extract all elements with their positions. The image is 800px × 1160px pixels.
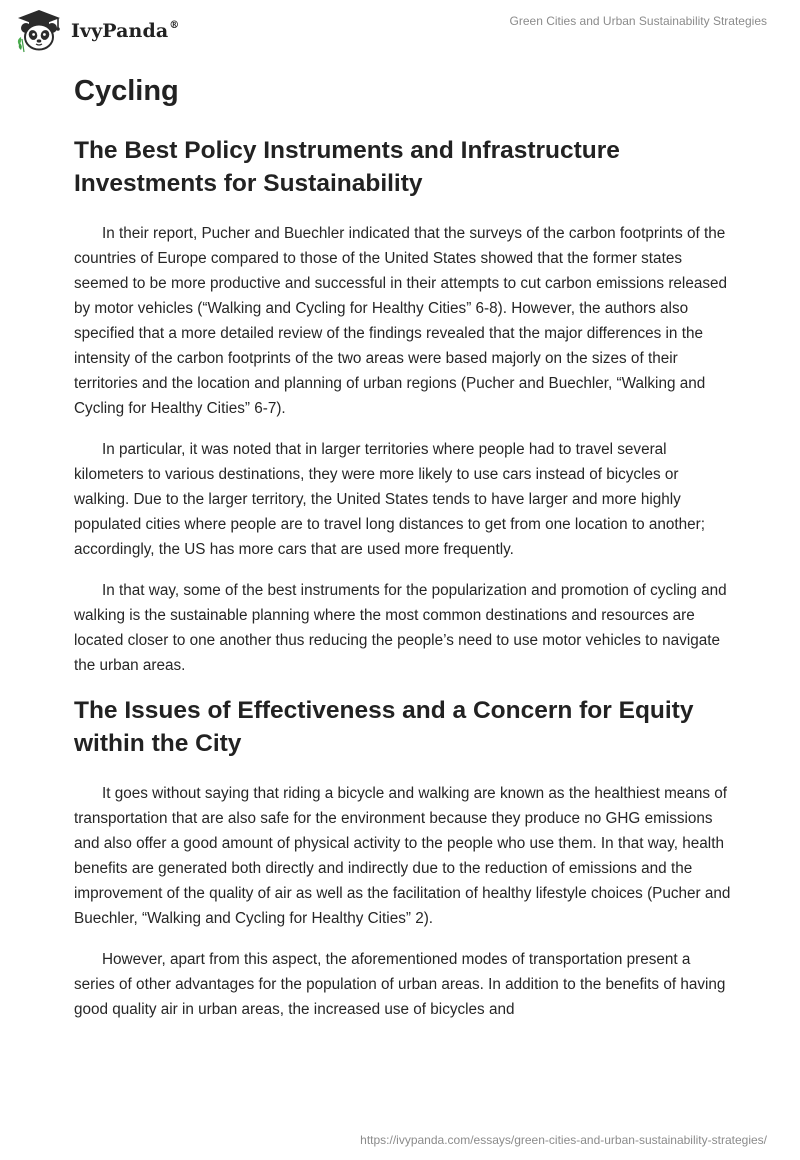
registered-mark: ®	[169, 20, 180, 31]
ivypanda-logo[interactable]	[15, 9, 179, 53]
paragraph: It goes without saying that riding a bicycle and walking are known as the healthiest means of transportation that are also safe for the environment because they produce no GHG emissions and also offer a good amount of physical activity to the people who use them. In that way, health benefits are generated both directly and indirectly due to the reduction of emissions and the improvement of the quality of air as well as the facilitation of healthy lifestyle choices (Pucher and Buechler, “Walking and Cycling for Healthy Cities” 2).	[74, 785, 731, 927]
page-header	[0, 0, 800, 60]
subsection-heading: The Best Policy Instruments and Infrastructure Investments for Sustainability	[74, 137, 620, 197]
source-url-link[interactable]: https://ivypanda.com/essays/green-cities-and-urban-sustainability-strategies/	[360, 1133, 767, 1147]
document-title: Green Cities and Urban Sustainability Strategies	[509, 14, 767, 28]
panda-graduate-icon	[15, 9, 63, 53]
article-body	[74, 72, 734, 1022]
section-heading: Cycling	[74, 75, 179, 107]
paragraph: However, apart from this aspect, the aforementioned modes of transportation present a series of other advantages for the population of urban areas. In addition to the benefits of having good quality air in urban areas, the increased use of bicycles and	[74, 951, 726, 1018]
brand-name: IvyPanda®	[71, 20, 180, 42]
subsection-heading: The Issues of Effectiveness and a Concern for Equity within the City	[74, 697, 694, 757]
paragraph: In that way, some of the best instruments for the popularization and promotion of cycling and walking is the sustainable planning where the most common destinations and resources are located closer to one another thus reducing the people’s need to use motor vehicles to navigate the urban areas.	[74, 582, 727, 674]
paragraph: In their report, Pucher and Buechler indicated that the surveys of the carbon footprints of the countries of Europe compared to those of the United States showed that the former states seemed to be more productive and successful in their attempts to cut carbon emissions released by motor vehicles (“Walking and Cycling for Healthy Cities” 6-8). However, the authors also specified that a more detailed review of the findings revealed that the major differences in the intensity of the carbon footprints of the two areas were based majorly on the sizes of their territories and the location and planning of urban regions (Pucher and Buechler, “Walking and Cycling for Healthy Cities” 6-7).	[74, 225, 728, 417]
paragraph: In particular, it was noted that in larger territories where people had to travel several kilometers to various destinations, they were more likely to use cars instead of bicycles or walking. Due to the larger territory, the United States tends to have larger and more highly populated cities where people are to travel long distances to get from one location to another; accordingly, the US has more cars that are used more frequently.	[74, 441, 705, 558]
